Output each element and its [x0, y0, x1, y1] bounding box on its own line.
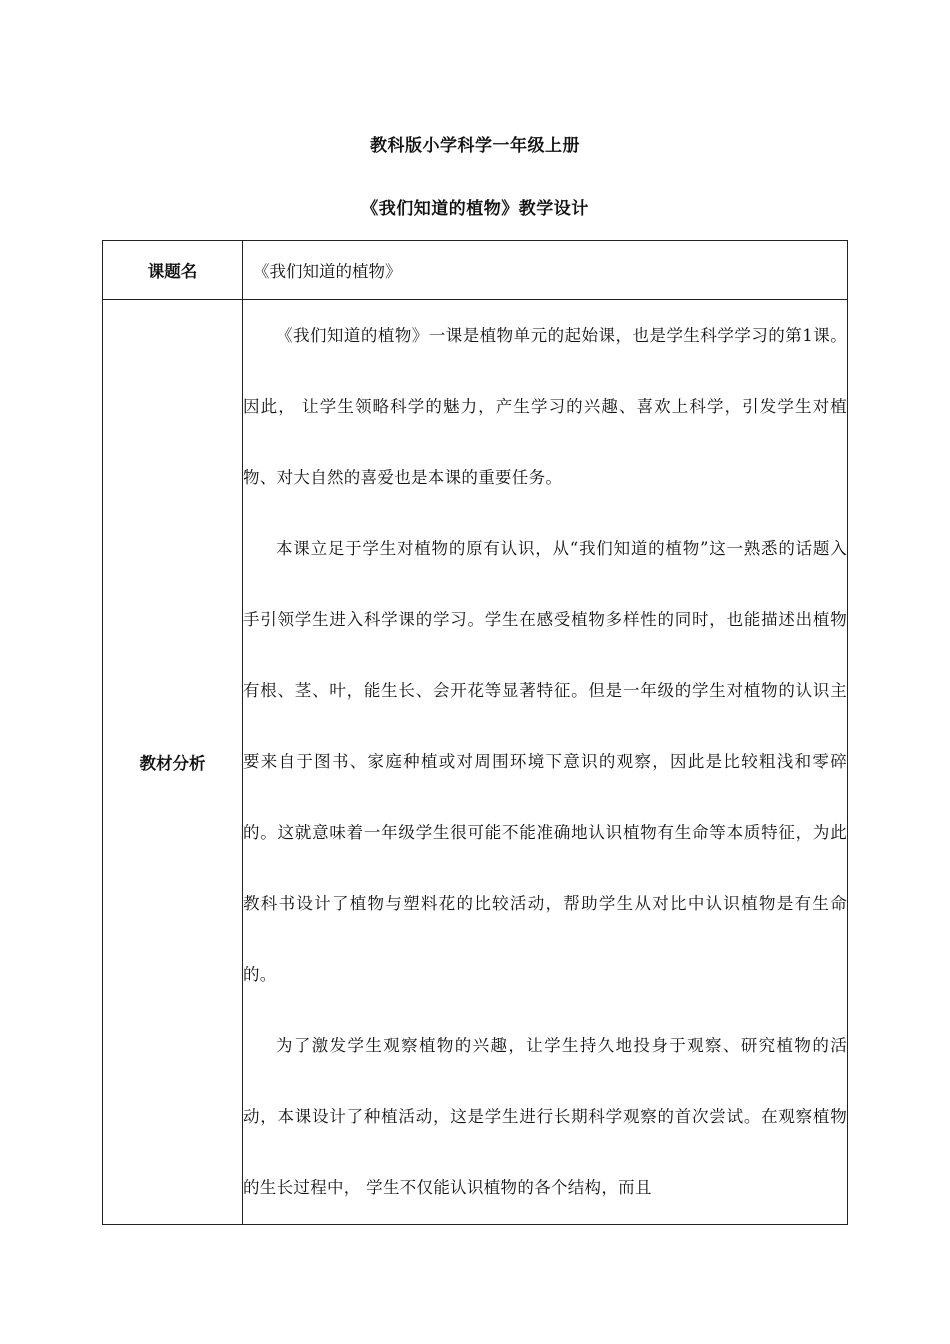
- table-row-lesson-name: [103, 241, 848, 300]
- analysis-paragraph-3: 为了激发学生观察植物的兴趣，让学生持久地投身于观察、研究植物的活动，本课设计了种植活动，这是学生进行长期科学观察的首次尝试。在观察植物的生长过程中， 学生不仅能认识植物的各个结构，而且: [243, 1036, 847, 1197]
- textbook-analysis-label: 教材分析: [103, 300, 243, 1225]
- textbook-analysis-content: [243, 300, 848, 1225]
- lesson-design-table: [102, 240, 848, 1225]
- lesson-name-label: 课题名: [103, 241, 243, 300]
- lesson-name-value: 《我们知道的植物》: [243, 241, 848, 300]
- analysis-paragraph-2: 本课立足于学生对植物的原有认识，从“我们知道的植物”这一熟悉的话题入手引领学生进入科学课的学习。学生在感受植物多样性的同时，也能描述出植物有根、茎、叶，能生长、会开花等显著特征。但是一年级的学生对植物的认识主要来自于图书、家庭种植或对周围环境下意识的观察，因此是比较粗浅和零碎的。这就意味着一年级学生很可能不能准确地认识植物有生命等本质特征，为此教科书设计了植物与塑料花的比较活动，帮助学生从对比中认识植物是有生命的。: [243, 539, 847, 984]
- document-title: 教科版小学科学一年级上册: [370, 136, 580, 156]
- table-row-textbook-analysis: [103, 300, 848, 1225]
- document-subtitle: 《我们知道的植物》教学设计: [361, 199, 589, 219]
- analysis-paragraph-1: 《我们知道的植物》一课是植物单元的起始课，也是学生科学学习的第1课。因此， 让学生领略科学的魅力，产生学习的兴趣、喜欢上科学，引发学生对植物、对大自然的喜爱也是本课的重要任务。: [243, 326, 847, 487]
